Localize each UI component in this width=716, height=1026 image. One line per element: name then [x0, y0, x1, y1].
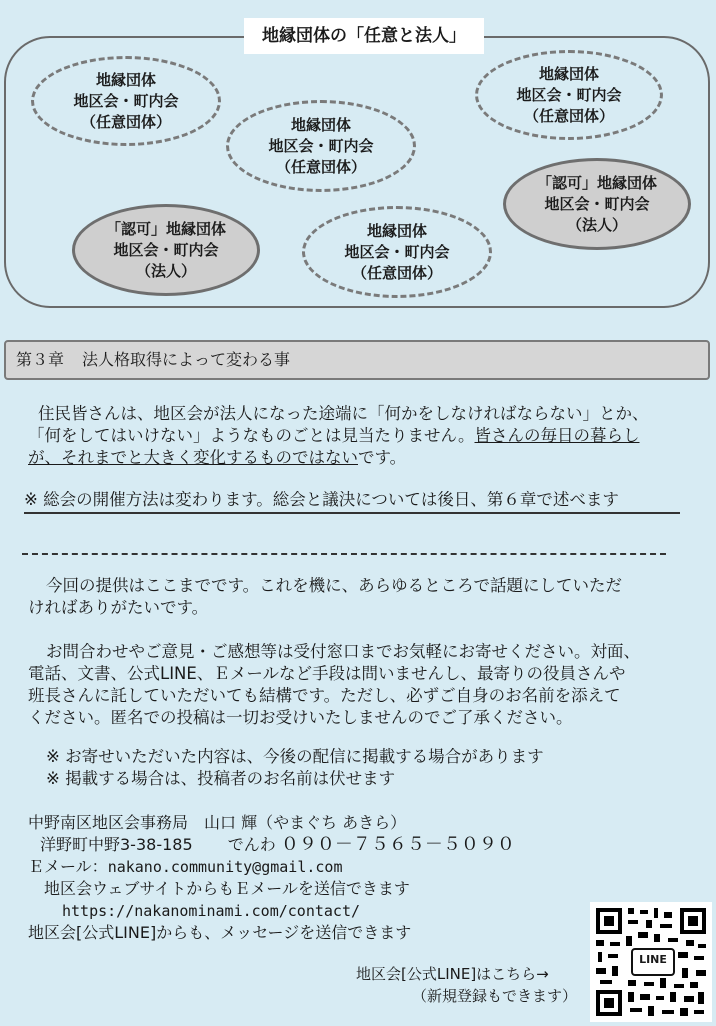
phone-number[interactable]: ０９０－７５６５－５０９０: [280, 834, 515, 855]
address: 洋野町中野3-38-185: [40, 835, 193, 854]
line-note: 地区会[公式LINE]からも、メッセージを送信できます: [28, 923, 412, 942]
group-status: （法人）: [566, 215, 627, 234]
line-link[interactable]: 地区会[公式LINE]はこちら→: [356, 965, 549, 983]
group-type: 地区会・町内会: [73, 91, 179, 110]
group-status: （法人）: [135, 261, 196, 280]
p3-line-2: 電話、文書、公式LINE、Ｅメールなど手段は問いませんし、最寄りの役員さんや: [28, 664, 626, 683]
chapter-heading: [4, 340, 710, 380]
p1-underline: が、それまでと大きく変化するものではない: [28, 448, 358, 467]
group-houjin-2: [72, 204, 260, 296]
group-status: （任意団体）: [351, 263, 442, 282]
paragraph-2: [28, 575, 708, 619]
chapter-title: 法人格取得によって変わる事: [82, 350, 291, 369]
group-type: 地区会・町内会: [516, 85, 622, 104]
contact-url[interactable]: https://nakanominami.com/contact/: [62, 902, 361, 920]
group-status: （任意団体）: [523, 106, 614, 125]
p1-line-2: [28, 425, 708, 447]
email-line: [28, 856, 343, 878]
p2-line-1: 今回の提供はここまでです。これを機に、あらゆるところで話題にしていただ: [46, 576, 623, 595]
p3-line-3: 班長さんに託していただいても結構です。ただし、必ずご自身のお名前を添えて: [28, 686, 621, 705]
p1-text: です。: [358, 448, 407, 467]
paragraph-1: [28, 403, 708, 469]
email-address[interactable]: nakano.community@gmail.com: [107, 858, 343, 876]
group-status: （任意団体）: [275, 157, 366, 176]
p1-line-1: 住民皆さんは、地区会が法人になった途端に「何かをしなければならない」とか、: [38, 404, 649, 423]
chapter-number: 第３章: [16, 350, 65, 369]
group-name: 地縁団体: [538, 64, 599, 83]
office-name: 中野南区地区会事務局 山口 輝（やまぐち あきら）: [28, 813, 407, 832]
email-label: Ｅメール：: [28, 857, 108, 876]
group-nini-4: [302, 206, 492, 298]
note-anonymous: ※ 掲載する場合は、投稿者のお名前は伏せます: [46, 769, 396, 788]
p3-line-1: お問合わせやご意見・ご感想等は受付窓口までお気軽にお寄せください。対面、: [46, 642, 640, 661]
line-register: （新規登録もできます）: [412, 987, 578, 1005]
chapter6-note: ※ 総会の開催方法は変わります。総会と議決については後日、第６章で述べます: [24, 490, 680, 514]
notes: [46, 746, 686, 790]
divider: [22, 553, 666, 555]
group-status: （任意団体）: [80, 112, 171, 131]
line-logo-label: LINE: [631, 948, 675, 976]
p2-line-2: ければありがたいです。: [28, 598, 209, 617]
group-nini-1: [31, 56, 221, 146]
group-name: 地縁団体: [366, 221, 427, 240]
note-publish: ※ お寄せいただいた内容は、今後の配信に掲載する場合があります: [46, 747, 544, 766]
group-type: 地区会・町内会: [268, 136, 374, 155]
group-type: 地区会・町内会: [113, 240, 219, 259]
p1-text: 「何をしてはいけない」ようなものごとは見当たりません。: [28, 426, 475, 445]
group-name: 「認可」地縁団体: [536, 173, 657, 192]
group-type: 地区会・町内会: [344, 242, 450, 261]
p1-line-3: [28, 447, 708, 469]
address-phone: [40, 834, 515, 856]
group-name: 地縁団体: [290, 115, 351, 134]
diagram-title: 地縁団体の「任意と法人」: [244, 18, 484, 54]
group-name: 地縁団体: [95, 70, 156, 89]
web-note: 地区会ウェブサイトからもＥメールを送信できます: [44, 879, 410, 898]
group-nini-2: [226, 100, 416, 192]
paragraph-3: [28, 641, 712, 729]
group-type: 地区会・町内会: [544, 194, 650, 213]
group-nini-3: [475, 50, 663, 140]
group-name: 「認可」地縁団体: [105, 219, 226, 238]
p3-line-4: ください。匿名での投稿は一切お受けいたしませんのでご了承ください。: [28, 708, 573, 727]
phone-label: でんわ: [227, 835, 276, 854]
group-houjin-1: [503, 158, 691, 250]
p1-underline: 皆さんの毎日の暮らし: [474, 426, 640, 445]
